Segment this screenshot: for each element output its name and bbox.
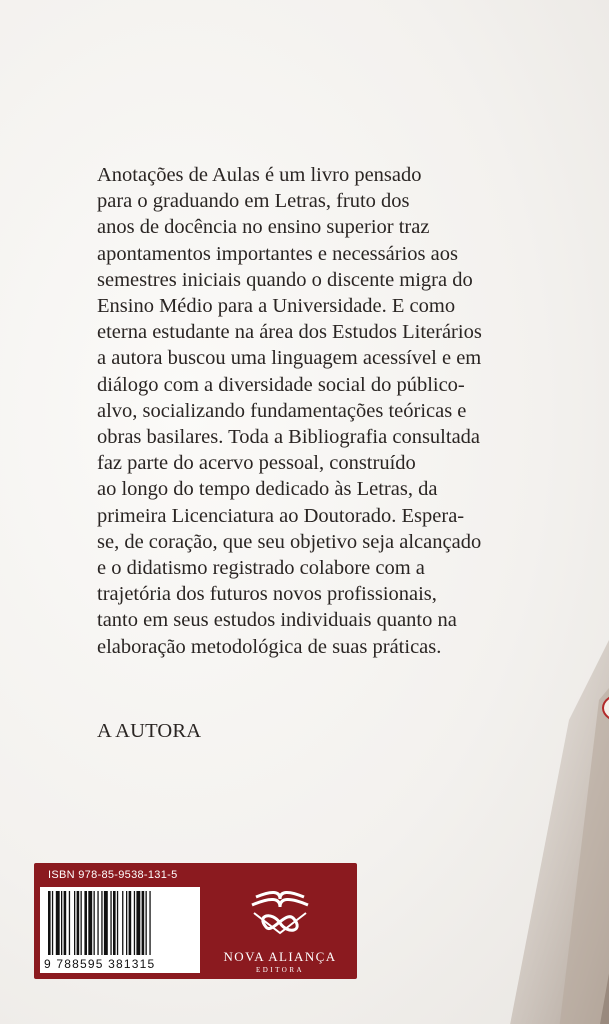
blurb-line: trajetória dos futuros novos profissionais, — [97, 583, 437, 606]
blurb-text — [97, 162, 537, 660]
blurb-line: primeira Licenciatura ao Doutorado. Espera- — [97, 504, 465, 527]
publisher-name: NOVA ALIANÇA — [223, 949, 337, 964]
barcode-digits: 9 788595 381315 — [44, 957, 156, 971]
blurb-line: alvo, socializando fundamentações teóricas e — [97, 399, 467, 422]
open-book-infinity-logo-icon — [248, 885, 312, 945]
blurb-line: Ensino Médio para a Universidade. E como — [97, 295, 456, 318]
blurb-line: para o graduando em Letras, fruto dos — [97, 190, 410, 213]
publisher-logo-block — [208, 885, 352, 975]
author-signature: A AUTORA — [97, 720, 202, 742]
isbn-barcode-panel — [34, 863, 357, 979]
blurb-line: ao longo do tempo dedicado às Letras, da — [97, 478, 438, 501]
blurb-line: anos de docência no ensino superior traz — [97, 216, 430, 239]
barcode-bars-icon — [46, 891, 194, 955]
blurb-line: tanto em seus estudos individuais quanto na — [97, 609, 457, 632]
isbn-label: ISBN 978-85-9538-131-5 — [48, 869, 178, 881]
blurb-line: apontamentos importantes e necessários aos — [97, 242, 458, 265]
blurb-line: se, de coração, que seu objetivo seja alcançado — [97, 530, 482, 553]
blurb-line: Anotações de Aulas é um livro pensado — [97, 164, 422, 186]
barcode — [40, 887, 200, 973]
blurb-line: diálogo com a diversidade social do público- — [97, 373, 465, 396]
blurb-line: obras basilares. Toda a Bibliografia consultada — [97, 426, 481, 449]
blurb-line: eterna estudante na área dos Estudos Literários — [97, 321, 482, 344]
blurb-line: elaboração metodológica de suas práticas. — [97, 635, 442, 658]
blurb-line: semestres iniciais quando o discente migra do — [97, 268, 473, 291]
blurb-line: a autora buscou uma linguagem acessível e em — [97, 347, 482, 370]
blurb-line: e o didatismo registrado colabore com a — [97, 557, 425, 580]
blurb-line: faz parte do acervo pessoal, construído — [97, 452, 416, 475]
publisher-subtitle: EDITORA — [255, 966, 305, 974]
